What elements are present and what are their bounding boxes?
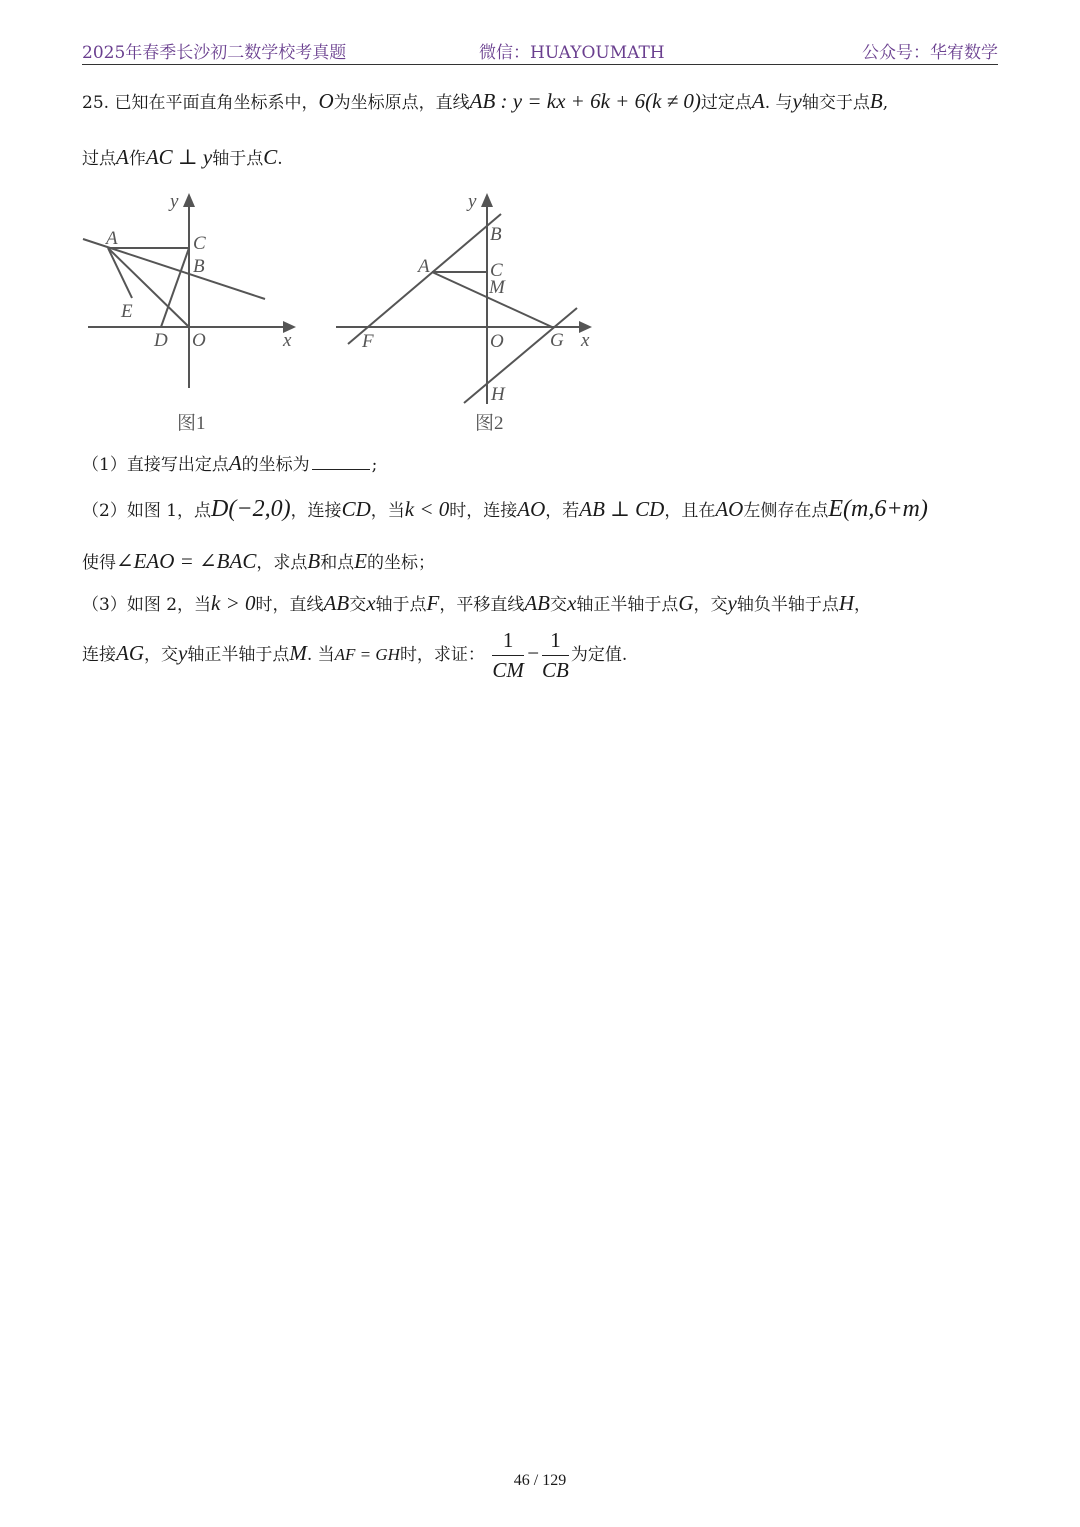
- label-e: E: [121, 301, 133, 322]
- line-equation: AB : y = kx + 6k + 6(k ≠ 0): [469, 89, 701, 113]
- label-b: B: [193, 256, 205, 277]
- question-2-line-2: [82, 548, 435, 574]
- label-y: y: [468, 191, 477, 212]
- segment-cd: [161, 248, 189, 327]
- text: 过定点: [700, 93, 752, 113]
- figure-1-caption: 图1: [177, 413, 206, 434]
- label-o: O: [490, 331, 504, 352]
- text: 时，求证：: [399, 645, 485, 665]
- text: （1）直接写出定点: [82, 455, 229, 475]
- text: 为坐标原点，直线: [333, 93, 470, 113]
- label-c: C: [490, 260, 503, 281]
- figure-1: [80, 186, 310, 438]
- text: （3）如图 2，当: [82, 595, 212, 615]
- page-header: [82, 36, 998, 65]
- problem-number: 25.: [82, 93, 110, 113]
- label-h: H: [491, 384, 505, 405]
- math-cond: AF = GH: [334, 645, 400, 664]
- y-arrow: [183, 193, 195, 207]
- math-b: B: [869, 89, 883, 113]
- text: 的坐标；: [367, 553, 436, 573]
- text: 连接: [82, 645, 116, 665]
- header-account: 公众号：华宥数学: [862, 43, 998, 63]
- math-perp: AB ⊥ CD: [579, 497, 665, 521]
- fraction-denominator: CB: [542, 658, 569, 682]
- header-wechat: 微信：HUAYOUMATH: [479, 43, 665, 63]
- text: 和点: [320, 553, 355, 573]
- math-b: B: [307, 549, 321, 573]
- text: ，当: [370, 501, 405, 521]
- math-ab: AB: [524, 591, 551, 615]
- math-e-point: E(m,6+m): [828, 496, 928, 522]
- text: 轴交于点: [801, 93, 870, 113]
- minus-sign: −: [525, 641, 541, 665]
- math-a: A: [228, 451, 242, 475]
- math-cd: CD: [341, 497, 371, 521]
- answer-blank: [312, 468, 370, 470]
- math-x: x: [567, 591, 577, 615]
- text: 的坐标为: [241, 455, 310, 475]
- text: 时，直线: [255, 595, 324, 615]
- text: 轴于点: [375, 595, 427, 615]
- math-ao: AO: [517, 497, 546, 521]
- math-cond: k > 0: [211, 591, 256, 615]
- text: . 与: [764, 93, 793, 113]
- label-x: x: [283, 330, 292, 351]
- fraction-1-cb: [542, 628, 569, 683]
- text: 轴正半轴于点: [576, 595, 679, 615]
- text: 轴于点: [212, 149, 264, 169]
- text: ，且在: [664, 501, 716, 521]
- fraction-numerator: 1: [492, 628, 524, 656]
- problem-line-1: [82, 88, 888, 114]
- math-c: C: [263, 145, 278, 169]
- math-e: E: [354, 549, 368, 573]
- text: ，: [854, 595, 872, 615]
- line-ab: [348, 214, 501, 344]
- text: 交: [349, 595, 367, 615]
- label-d: D: [154, 330, 168, 351]
- text: 时，连接: [449, 501, 518, 521]
- text: 作: [128, 149, 146, 169]
- text: ，若: [545, 501, 580, 521]
- math-o: O: [318, 89, 334, 113]
- math-f: F: [426, 591, 440, 615]
- fraction-denominator: CM: [492, 658, 524, 682]
- text: 为定值.: [570, 645, 628, 665]
- label-y: y: [170, 191, 179, 212]
- figure-2-caption: 图2: [475, 413, 504, 434]
- text: .: [277, 149, 283, 169]
- text: ，求点: [256, 553, 308, 573]
- question-3-line-1: [82, 590, 871, 616]
- label-c: C: [193, 233, 206, 254]
- text: . 当: [306, 645, 335, 665]
- math-cond: k < 0: [404, 497, 450, 521]
- text: 交: [550, 595, 568, 615]
- math-y: y: [727, 591, 737, 615]
- fraction-1-cm: [492, 628, 524, 683]
- question-2-line-1: [82, 496, 928, 523]
- segment-ae: [108, 248, 132, 298]
- math-a: A: [116, 145, 129, 169]
- text: 过点: [82, 149, 116, 169]
- text: ，平移直线: [439, 595, 525, 615]
- label-m: M: [489, 277, 505, 298]
- text: ;: [371, 455, 378, 475]
- label-o: O: [192, 330, 206, 351]
- math-ab: AB: [323, 591, 350, 615]
- label-x: x: [581, 330, 590, 351]
- fraction-numerator: 1: [542, 628, 569, 656]
- text: 左侧存在点: [743, 501, 829, 521]
- label-a: A: [418, 256, 430, 277]
- math-angle: ∠EAO = ∠BAC: [116, 549, 257, 573]
- math-x: x: [366, 591, 376, 615]
- math-y: y: [178, 641, 188, 665]
- text: 使得: [82, 553, 116, 573]
- text: 已知在平面直角坐标系中，: [114, 93, 319, 113]
- y-arrow: [481, 193, 493, 207]
- text: ，交: [144, 645, 178, 665]
- label-b: B: [490, 224, 502, 245]
- text: ，交: [693, 595, 728, 615]
- text: ,: [882, 93, 889, 113]
- math-ag: AG: [116, 641, 144, 665]
- math-ao: AO: [715, 497, 744, 521]
- math-g: G: [678, 591, 694, 615]
- figure-2: [334, 186, 604, 438]
- question-3-line-2: [82, 628, 627, 683]
- text: ，连接: [290, 501, 342, 521]
- line-gh: [464, 308, 577, 403]
- math-m: M: [289, 641, 307, 665]
- label-g: G: [550, 330, 564, 351]
- math-a: A: [751, 89, 765, 113]
- text: 轴正半轴于点: [187, 645, 290, 665]
- label-a: A: [106, 228, 118, 249]
- text: （2）如图 1，点: [82, 501, 212, 521]
- math-perp: AC ⊥ y: [145, 145, 213, 169]
- problem-line-2: [82, 144, 283, 170]
- header-title: 2025年春季长沙初二数学校考真题: [82, 43, 347, 63]
- text: 轴负半轴于点: [736, 595, 839, 615]
- question-1: [82, 450, 377, 476]
- label-f: F: [362, 331, 374, 352]
- math-h: H: [838, 591, 855, 615]
- math-y: y: [792, 89, 802, 113]
- page-number: 46 / 129: [513, 1472, 567, 1489]
- math-d-point: D(−2,0): [211, 496, 291, 522]
